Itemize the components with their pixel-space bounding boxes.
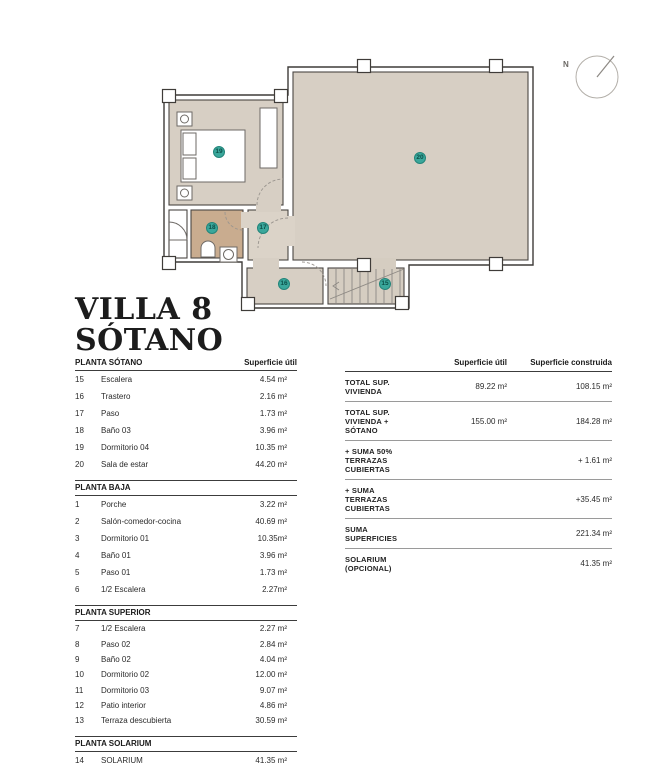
room-marker-16: 16: [278, 278, 290, 290]
row-num: 6: [75, 585, 80, 594]
pillow: [183, 158, 196, 179]
table-row: [75, 422, 297, 439]
row-name: Baño 01: [101, 551, 131, 560]
row-value: 3.96 m²: [259, 551, 287, 560]
table-row: [75, 456, 297, 473]
table-row: [75, 698, 297, 713]
row-num: 14: [75, 755, 84, 765]
room-marker-17: 17: [257, 222, 269, 234]
section-rows: [75, 621, 297, 729]
summary-row: [345, 549, 612, 578]
row-num: 3: [75, 534, 80, 543]
table-row: [75, 405, 297, 422]
row-num: 2: [75, 517, 80, 526]
table-row: [75, 439, 297, 456]
summary-row: [345, 480, 612, 519]
room-marker-15: 15: [379, 278, 391, 290]
room-marker-18: 18: [206, 222, 218, 234]
row-name: Salón-comedor-cocina: [101, 517, 182, 526]
row-name: Paso 02: [101, 639, 131, 649]
row-name: 1/2 Escalera: [101, 624, 146, 634]
row-name: Dormitorio 04: [101, 443, 150, 452]
row-num: 1: [75, 500, 80, 509]
floor-plan: [0, 0, 671, 330]
summary-header-row: [345, 356, 612, 372]
row-num: 16: [75, 392, 84, 401]
opening-bano-paso: [241, 212, 250, 228]
row-value: 10.35 m²: [255, 443, 287, 452]
table-row: [75, 713, 297, 728]
row-name: Dormitorio 02: [101, 670, 150, 680]
section-header-planta-sotano: [75, 356, 297, 371]
row-name: SOLARIUM: [101, 755, 143, 765]
row-num: 15: [75, 375, 84, 384]
table-row: [75, 388, 297, 405]
north-label: N: [563, 60, 569, 69]
opening-paso-sala: [285, 216, 295, 246]
table-row: [75, 652, 297, 667]
room-marker-20: 20: [414, 152, 426, 164]
toilet: [201, 241, 215, 257]
row-value: 40.69 m²: [255, 517, 287, 526]
page-title-line2: SÓTANO: [75, 322, 224, 358]
row-util: 155.00 m²: [470, 416, 507, 426]
row-name: Porche: [101, 500, 127, 509]
table-row: [75, 683, 297, 698]
table-row: [75, 547, 297, 564]
row-label: SUMA SUPERFICIES: [345, 524, 398, 543]
row-value: 44.20 m²: [255, 460, 287, 469]
row-construida: + 1.61 m²: [577, 455, 612, 465]
row-value: 12.00 m²: [255, 670, 287, 680]
row-num: 13: [75, 716, 84, 726]
table-row: [75, 371, 297, 388]
table-row: [75, 752, 297, 768]
summary-row: [345, 402, 612, 441]
row-name: Baño 02: [101, 654, 131, 664]
row-construida: +35.45 m²: [575, 494, 612, 504]
row-name: Paso: [101, 409, 120, 418]
row-value: 4.04 m²: [259, 654, 287, 664]
room-marker-19: 19: [213, 146, 225, 158]
row-value: 4.54 m²: [259, 375, 287, 384]
table-row: [75, 513, 297, 530]
row-value: 4.86 m²: [259, 701, 287, 711]
row-value: 2.84 m²: [259, 639, 287, 649]
row-num: 8: [75, 639, 80, 649]
table-row: [75, 581, 297, 598]
row-num: 18: [75, 426, 84, 435]
row-value: 3.22 m²: [259, 500, 287, 509]
section-header-planta-superior: [75, 605, 297, 621]
row-label: TOTAL SUP. VIVIENDA: [345, 377, 390, 396]
row-name: Trastero: [101, 392, 131, 401]
row-num: 19: [75, 443, 84, 452]
row-label: + SUMA 50% TERRAZAS CUBIERTAS: [345, 446, 393, 474]
row-construida: 184.28 m²: [575, 416, 612, 426]
row-label: + SUMA TERRAZAS CUBIERTAS: [345, 485, 390, 513]
pillow: [183, 133, 196, 155]
section-title: PLANTA BAJA: [75, 483, 131, 492]
summary-row: [345, 372, 612, 402]
room-closet: [169, 210, 187, 258]
row-construida: 41.35 m²: [580, 559, 612, 568]
north-compass-icon: [576, 56, 618, 98]
row-name: Sala de estar: [101, 460, 149, 469]
row-num: 5: [75, 568, 80, 577]
row-name: 1/2 Escalera: [101, 585, 146, 594]
table-row: [75, 621, 297, 636]
room-areas-table: [75, 356, 297, 768]
row-value: 9.07 m²: [259, 685, 287, 695]
row-label: SOLARIUM (OPCIONAL): [345, 554, 392, 573]
column-header-superficie-util: Superficie útil: [454, 358, 507, 367]
column-header-superficie-construida: Superficie construida: [530, 358, 612, 367]
summary-row: [345, 519, 612, 549]
row-num: 7: [75, 624, 80, 634]
row-value: 2.27m²: [262, 585, 287, 594]
page-title-line1: VILLA 8: [75, 292, 213, 327]
row-num: 4: [75, 551, 80, 560]
row-num: 17: [75, 409, 84, 418]
section-header-planta-solarium: [75, 736, 297, 752]
section-header-planta-baja: [75, 480, 297, 496]
column-header-superficie-util: Superficie útil: [244, 358, 297, 367]
row-util: 89.22 m²: [475, 382, 507, 391]
table-row: [75, 496, 297, 513]
row-name: Dormitorio 03: [101, 685, 150, 695]
row-name: Terraza descubierta: [101, 716, 172, 726]
row-value: 30.59 m²: [255, 716, 287, 726]
table-row: [75, 667, 297, 682]
row-num: 12: [75, 701, 84, 711]
floor-plan-drawing: [0, 0, 671, 330]
summary-row: [345, 441, 612, 480]
section-title: PLANTA SÓTANO: [75, 358, 143, 367]
row-value: 1.73 m²: [259, 568, 287, 577]
opening-sala-escalera: [368, 258, 396, 270]
opening-paso-trastero: [253, 258, 279, 270]
row-name: Dormitorio 01: [101, 534, 150, 543]
row-num: 9: [75, 654, 80, 664]
row-value: 10.35m²: [257, 534, 287, 543]
section-title: PLANTA SOLARIUM: [75, 738, 152, 748]
row-label: TOTAL SUP. VIVIENDA + SÓTANO: [345, 407, 390, 435]
row-num: 11: [75, 685, 84, 695]
row-num: 10: [75, 670, 84, 680]
row-name: Baño 03: [101, 426, 131, 435]
room-paso: [248, 210, 288, 260]
row-value: 2.16 m²: [259, 392, 287, 401]
row-num: 20: [75, 460, 84, 469]
nightstand: [177, 112, 192, 126]
section-title: PLANTA SUPERIOR: [75, 608, 151, 617]
opening-dormitorio-door: [256, 202, 281, 212]
table-row: [75, 530, 297, 547]
surface-summary-table: [345, 356, 612, 578]
nightstand: [177, 186, 192, 200]
wardrobe: [260, 108, 277, 168]
room-sala-de-estar: [293, 72, 528, 260]
row-name: Patio interior: [101, 701, 146, 711]
row-construida: 221.34 m²: [575, 529, 612, 538]
row-value: 1.73 m²: [259, 409, 287, 418]
row-name: Paso 01: [101, 568, 131, 577]
table-row: [75, 564, 297, 581]
row-value: 41.35 m²: [255, 755, 287, 765]
row-construida: 108.15 m²: [575, 382, 612, 391]
row-value: 3.96 m²: [259, 426, 287, 435]
page-title: [75, 292, 224, 358]
row-value: 2.27 m²: [259, 624, 287, 634]
row-name: Escalera: [101, 375, 133, 384]
table-row: [75, 636, 297, 651]
